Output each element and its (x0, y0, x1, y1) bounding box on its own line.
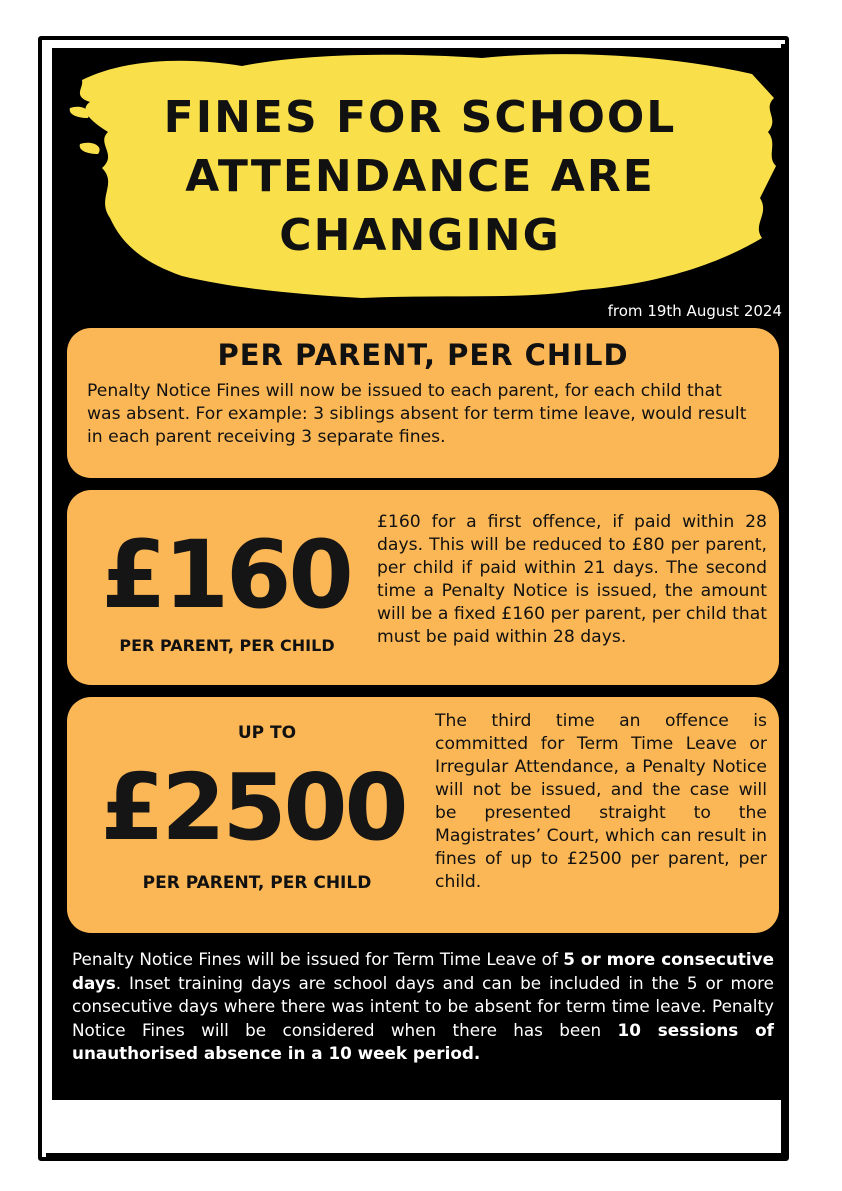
page-title: FINES FOR SCHOOL ATTENDANCE ARE CHANGING (163, 92, 677, 261)
footer-text (72, 948, 774, 1066)
fine-2500-text: The third time an offence is committed for Term Time Leave or Irregular Attendance, a Penalty Notice will not be issued, and the case will be presented straight to the Magistrates’ Court, which can result in fines of up to £2500 per parent, per child. (435, 711, 767, 892)
per-parent-text: Penalty Notice Fines will now be issued to each parent, for each child that was absent. For example: 3 siblings absent for term time leave, would result in each parent receiving 3 separate fines. (87, 381, 747, 447)
max-fine-card (67, 697, 779, 933)
first-fine-card (67, 490, 779, 685)
fine-2500-caption: PER PARENT, PER CHILD (142, 873, 372, 893)
footer-bold2: 10 sessions of unauthorised absence in a 10 week period. (72, 1019, 774, 1063)
per-parent-card (67, 328, 779, 478)
footer-bold1: 5 or more consecutive days (72, 949, 774, 993)
footer-part2: . Inset training days are school days and can be included in the 5 or more consecutive days where there was intent to be absent for term time leave. Penalty Notice Fines will be considered when there has been (72, 972, 774, 1040)
fine-2500-amount: £2500 (100, 754, 406, 861)
fine-160-text: £160 for a first offence, if paid within 28 days. This will be reduced to £80 per parent, per child if paid within 21 days. The second time a Penalty Notice is issued, the amount will be a fixed £160 per parent, per child that must be paid within 28 days. (377, 512, 767, 647)
fine-160-caption: PER PARENT, PER CHILD (119, 636, 335, 655)
fine-160-amount: £160 (101, 521, 351, 630)
up-to-label: UP TO (237, 723, 297, 743)
per-parent-heading: PER PARENT, PER CHILD (217, 338, 629, 372)
footer-part1: Penalty Notice Fines will be issued for Term Time Leave of (72, 949, 564, 969)
effective-date: from 19th August 2024 (607, 302, 782, 320)
